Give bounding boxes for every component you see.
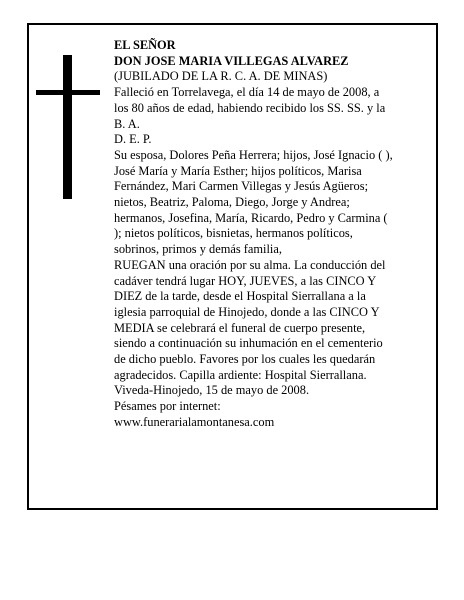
text-line: Falleció en Torrelavega, el día 14 de mayo de 2008, a xyxy=(114,85,380,100)
text-line: RUEGAN una oración por su alma. La conducción del xyxy=(114,257,386,272)
text-line: los 80 años de edad, habiendo recibido los SS. SS. y la xyxy=(114,100,386,115)
text-line: nietos, Beatriz, Paloma, Diego, Jorge y Andrea; xyxy=(114,195,350,210)
text-line: siendo a continuación su inhumación en el cementerio xyxy=(114,336,383,351)
website-text: www.funerarialamontanesa.com xyxy=(114,414,275,429)
text-line: iglesia parroquial de Hinojedo, donde a las CINCO Y xyxy=(114,304,380,319)
text-line: DIEZ de la tarde, desde el Hospital Sierrallana a la xyxy=(114,289,366,304)
deceased-name: DON JOSE MARIA VILLEGAS ALVAREZ xyxy=(114,53,349,68)
text-line: (JUBILADO DE LA R. C. A. DE MINAS) xyxy=(114,69,328,84)
cross-icon xyxy=(36,55,100,199)
text-line: hermanos, Josefina, María, Ricardo, Pedro y Carmina ( xyxy=(114,210,388,225)
text-line: sobrinos, primos y demás familia, xyxy=(114,242,282,257)
text-line: José María y María Esther; hijos políticos, Marisa xyxy=(114,163,362,178)
cross-vertical-bar xyxy=(63,55,72,199)
text-line: cadáver tendrá lugar HOY, JUEVES, a las CINCO Y xyxy=(114,273,377,288)
cross-horizontal-bar xyxy=(36,90,100,95)
text-line: agradecidos. Capilla ardiente: Hospital Sierrallana. xyxy=(114,367,367,382)
obituary-text xyxy=(114,38,424,431)
text-line: MEDIA se celebrará el funeral de cuerpo presente, xyxy=(114,320,366,335)
text-line: B. A. xyxy=(114,116,140,131)
text-line: Viveda-Hinojedo, 15 de mayo de 2008. xyxy=(114,383,310,398)
text-line: de dicho pueblo. Favores por los cuales les quedarán xyxy=(114,352,376,367)
text-line: ); nietos políticos, bisnietas, hermanos políticos, xyxy=(114,226,353,241)
notice-heading: EL SEÑOR xyxy=(114,38,176,52)
text-line: Su esposa, Dolores Peña Herrera; hijos, José Ignacio ( ), xyxy=(114,147,393,162)
text-line: Fernández, Mari Carmen Villegas y Jesús Agüeros; xyxy=(114,179,369,194)
text-line: D. E. P. xyxy=(114,132,152,147)
text-line: Pésames por internet: xyxy=(114,399,221,414)
